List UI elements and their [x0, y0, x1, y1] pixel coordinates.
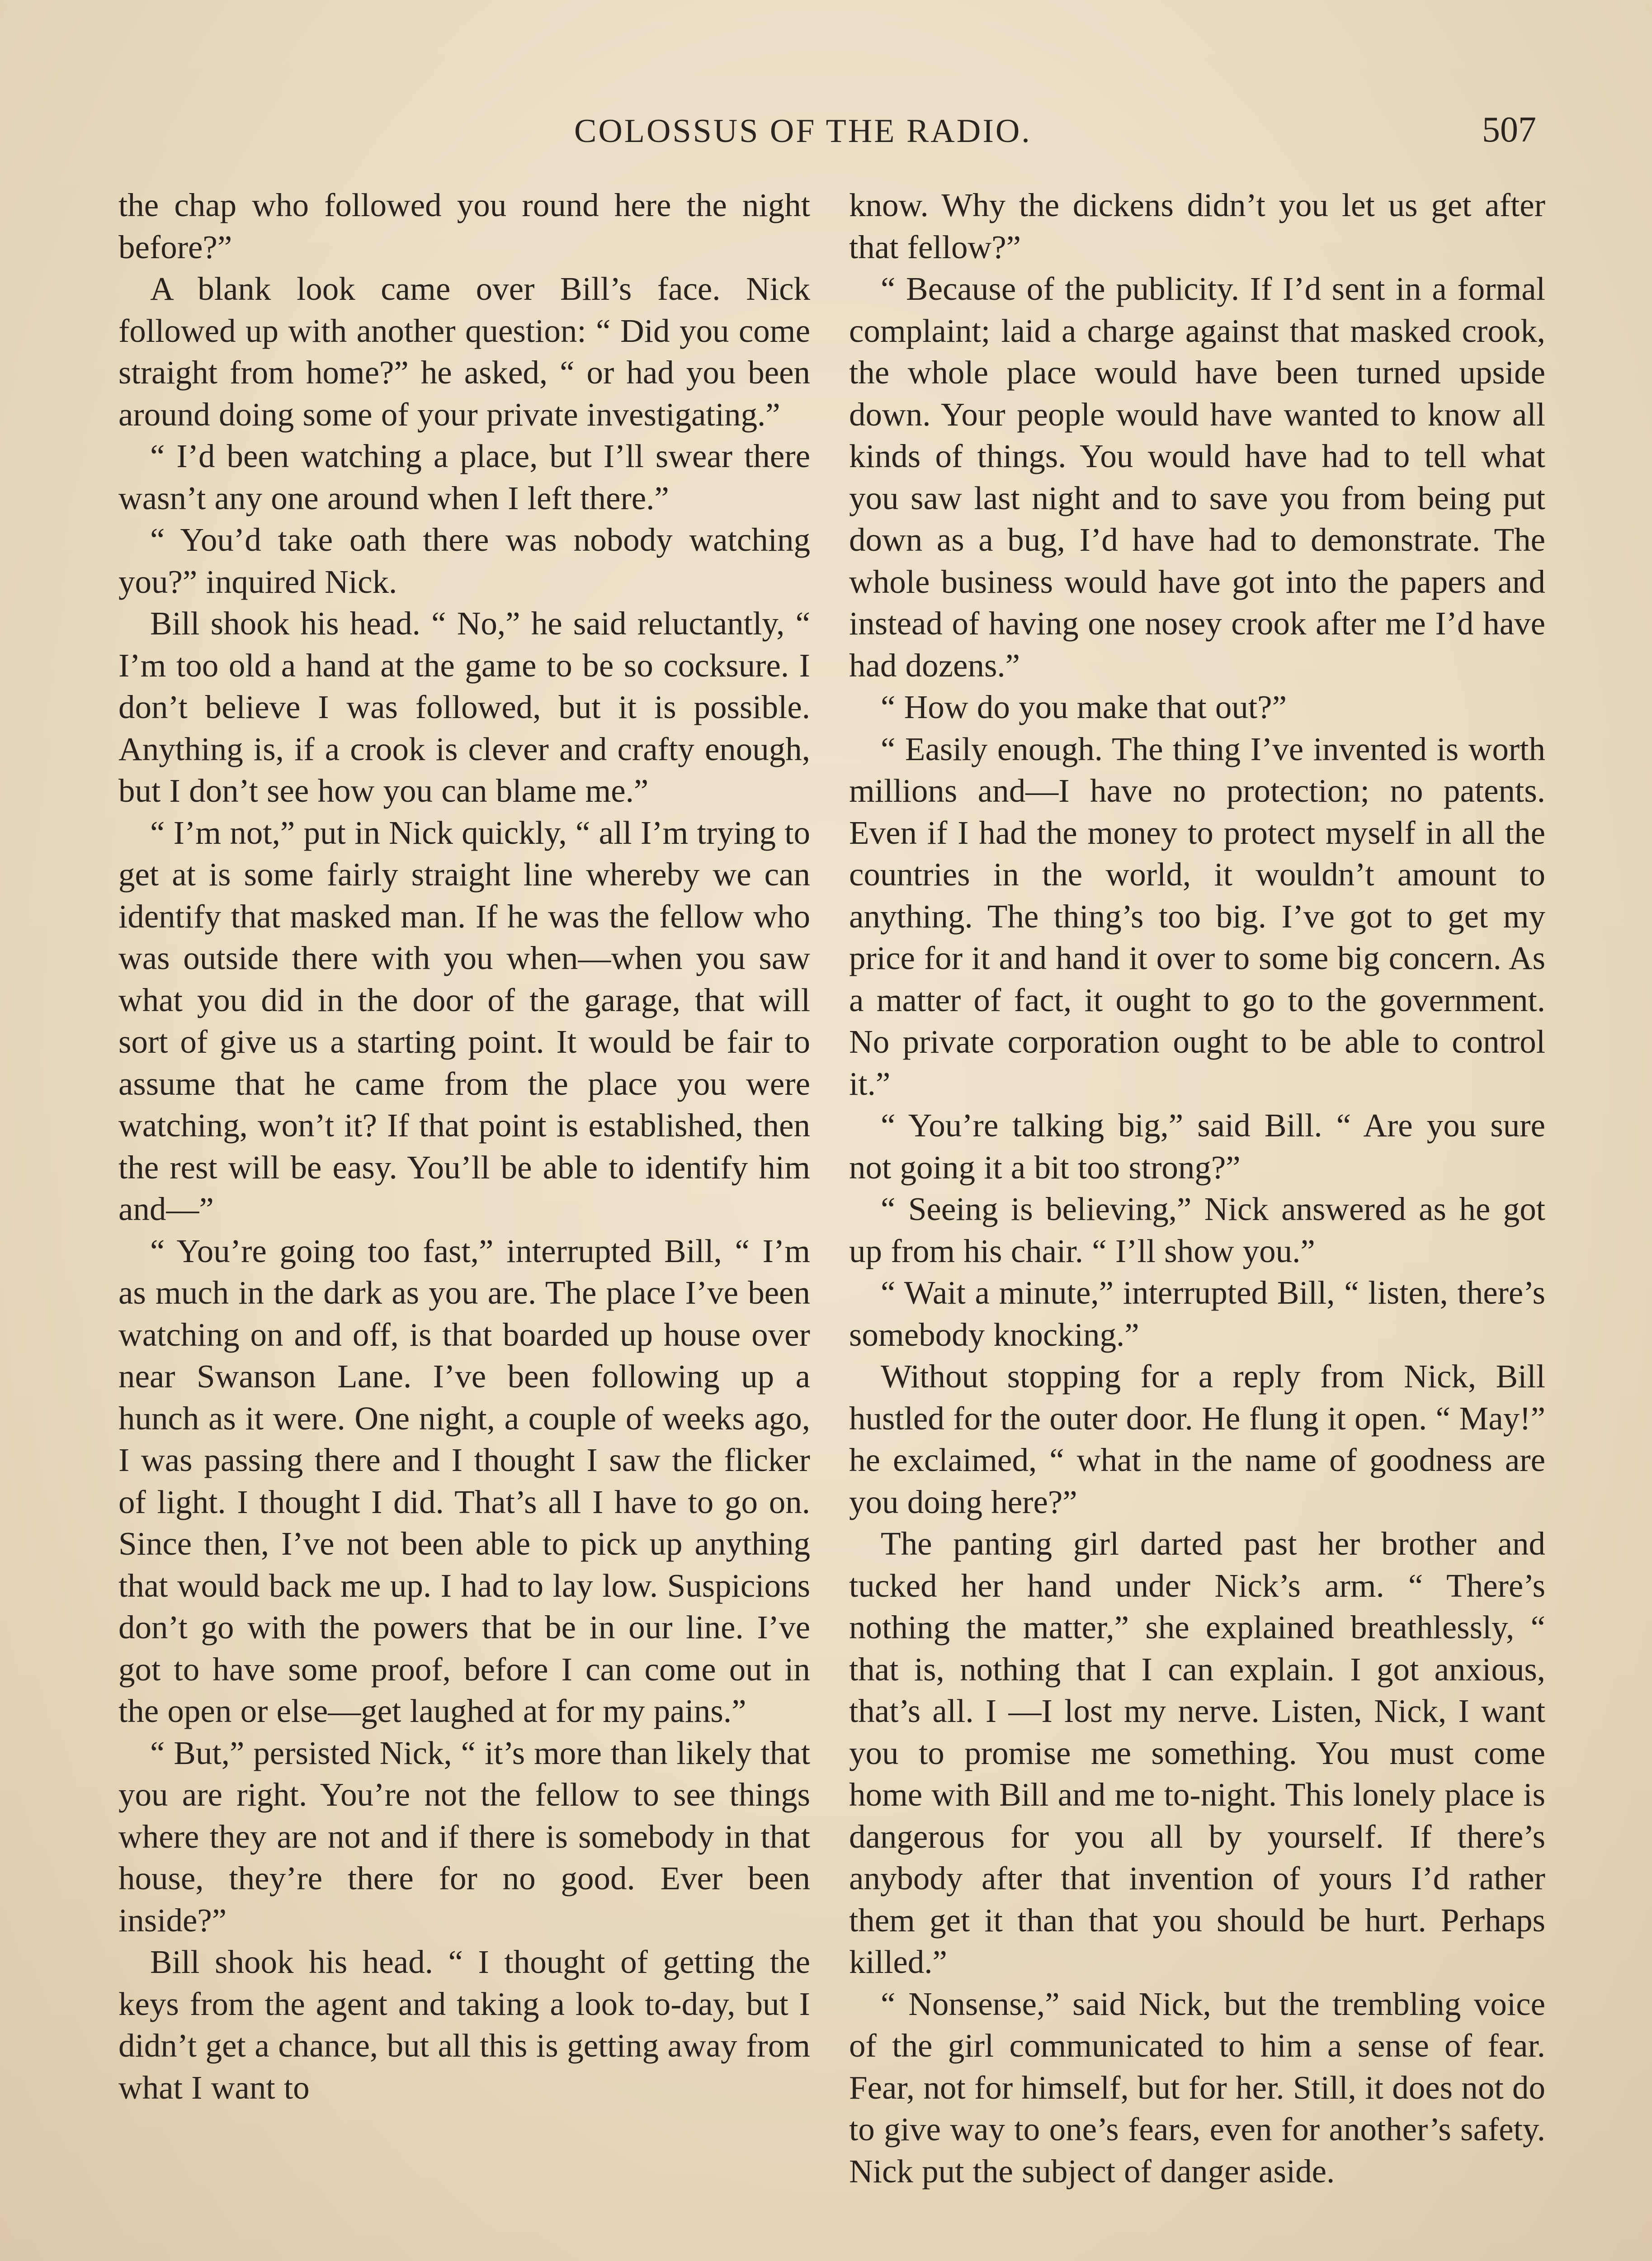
paragraph: “ Nonsense,” said Nick, but the trembling voice of the girl communicated to him a sense of fear. Fear, not for himself, but for her. Still, it does not do to give way to one’s fears, even for another’s safety. Nick put the subject of danger aside.	[849, 1985, 1545, 2190]
paragraph: know. Why the dickens didn’t you let us get after that fellow?”	[849, 187, 1545, 265]
paragraph: “ Because of the publicity. If I’d sent in a formal complaint; laid a charge against that masked crook, the whole place would have been turned upside down. Your people would have wanted to know all kinds of things. You would have had to tell what you saw last night and to save you from being put down as a bug, I’d have had to demonstrate. The whole business would have got into the papers and instead of having one nosey crook after me I’d have had dozens.”	[849, 270, 1545, 684]
running-head	[0, 112, 1652, 157]
right-column	[849, 184, 1545, 2192]
paragraph: Without stopping for a reply from Nick, Bill hustled for the outer door. He flung it open. “ May!” he exclaimed, “ what in the name of goodness are you doing here?”	[849, 1358, 1545, 1520]
paragraph: “ You’re going too fast,” interrupted Bill, “ I’m as much in the dark as you are. The place I’ve been watching on and off, is that boarded up house over near Swanson Lane. I’ve been following up a hunch as it were. One night, a couple of weeks ago, I was passing there and I thought I saw the flicker of light. I thought I did. That’s all I have to go on. Since then, I’ve not been able to pick up anything that would back me up. I had to lay low. Suspicions don’t go with the powers that be in our line. I’ve got to have some proof, before I can come out in the open or else—get laughed at for my pains.”	[118, 1232, 810, 1729]
paragraph: “ Easily enough. The thing I’ve invented is worth millions and—I have no protection; no patents. Even if I had the money to protect myself in all the countries in the world, it wouldn’t amount to anything. The thing’s too big. I’ve got to get my price for it and hand it over to some big concern. As a matter of fact, it ought to go to the government. No private corporation ought to be able to control it.”	[849, 730, 1545, 1102]
paragraph: “ Seeing is believing,” Nick answered as he got up from his chair. “ I’ll show you.”	[849, 1191, 1545, 1269]
paragraph: “ You’re talking big,” said Bill. “ Are you sure not going it a bit too strong?”	[849, 1107, 1545, 1186]
left-column	[118, 184, 810, 2109]
paragraph: “ You’d take oath there was nobody watching you?” inquired Nick.	[118, 521, 810, 600]
page-number: 507	[1482, 110, 1536, 150]
paragraph: “ But,” persisted Nick, “ it’s more than likely that you are right. You’re not the fellow to see things where they are not and if there is somebody in that house, they’re there for no good. Ever been inside?”	[118, 1734, 810, 1939]
paragraph: Bill shook his head. “ No,” he said reluctantly, “ I’m too old a hand at the game to be so cocksure. I don’t believe I was followed, but it is possible. Anything is, if a crook is clever and crafty enough, but I don’t see how you can blame me.”	[118, 605, 810, 809]
paragraph: the chap who followed you round here the night before?”	[118, 187, 810, 265]
paragraph: The panting girl darted past her brother and tucked her hand under Nick’s arm. “ There’s nothing the matter,” she explained breathlessly, “ that is, nothing that I can explain. I got anxious, that’s all. I —I lost my nerve. Listen, Nick, I want you to promise me something. You must come home with Bill and me to-night. This lonely place is dangerous for you all by yourself. If there’s anybody after that invention of yours I’d rather them get it than that you should be hurt. Perhaps killed.”	[849, 1525, 1545, 1980]
paragraph: “ I’d been watching a place, but I’ll swear there wasn’t any one around when I left there.”	[118, 438, 810, 516]
paragraph: “ I’m not,” put in Nick quickly, “ all I’m trying to get at is some fairly straight line whereby we can identify that masked man. If he was the fellow who was outside there with you when—when you saw what you did in the door of the garage, that will sort of give us a starting point. It would be fair to assume that he came from the place you were watching, won’t it? If that point is established, then the rest will be easy. You’ll be able to identify him and—”	[118, 814, 810, 1227]
paragraph: A blank look came over Bill’s face. Nick followed up with another question: “ Did you come straight from home?” he asked, “ or had you been around doing some of your private investigating.”	[118, 270, 810, 433]
paragraph: Bill shook his head. “ I thought of getting the keys from the agent and taking a look to-day, but I didn’t get a chance, but all this is getting away from what I want to	[118, 1944, 810, 2106]
paragraph: “ Wait a minute,” interrupted Bill, “ listen, there’s somebody knocking.”	[849, 1274, 1545, 1353]
paragraph: “ How do you make that out?”	[881, 689, 1287, 725]
running-title: COLOSSUS OF THE RADIO.	[574, 113, 1032, 150]
